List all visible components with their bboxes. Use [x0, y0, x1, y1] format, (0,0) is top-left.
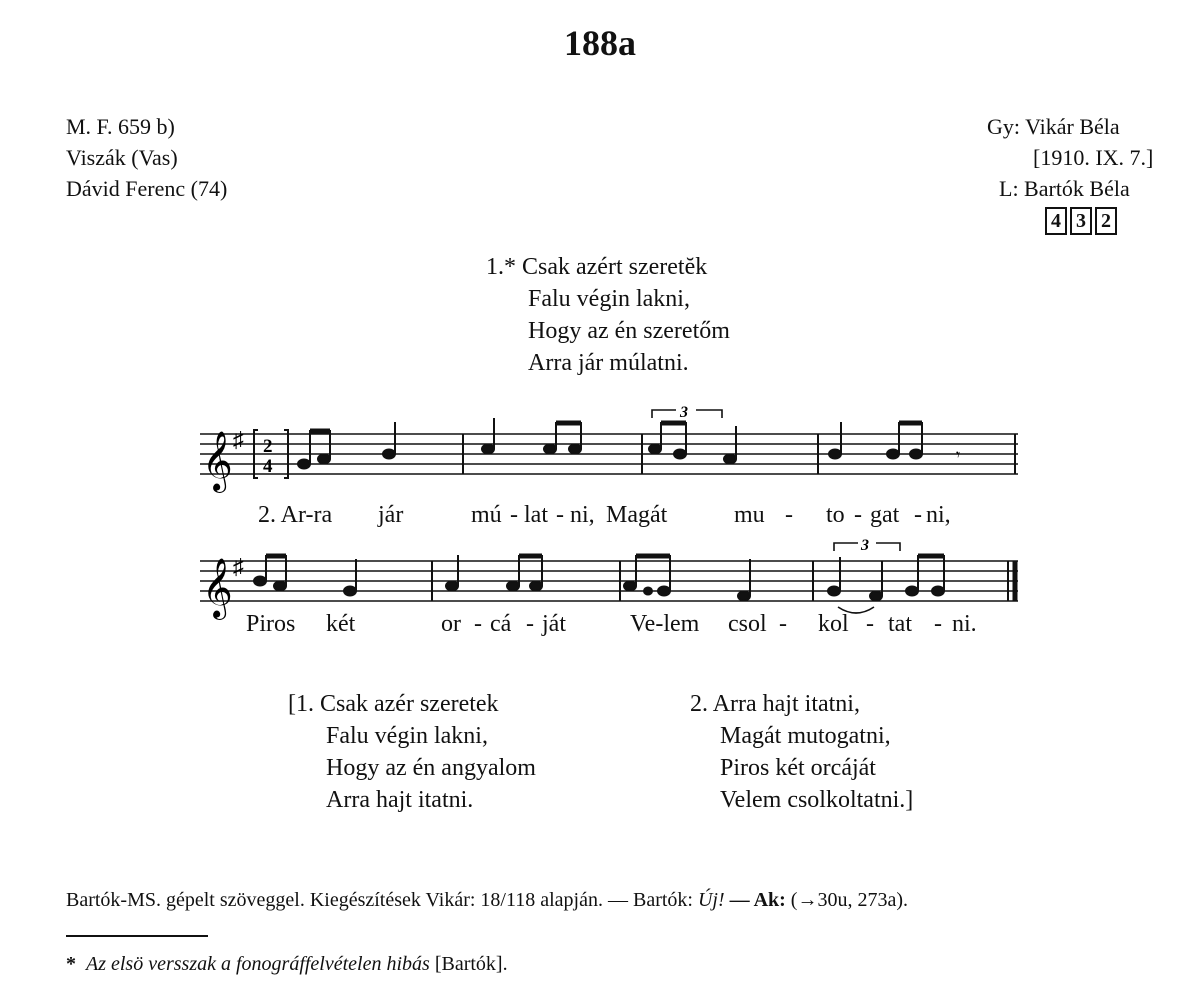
source-code: M. F. 659 b) — [66, 114, 175, 139]
lyric-syllable: ját — [542, 611, 566, 637]
note-part: Bartók-MS. gépelt szöveggel. Kiegészítések Vikár: 18/118 alapján. — Bartók: — [66, 889, 698, 911]
verse-line: Falu végin lakni, — [326, 723, 488, 749]
page-title: 188a — [564, 23, 636, 63]
lyric-syllable: csol — [728, 611, 767, 637]
verse-right — [690, 688, 913, 816]
transcriber: L: Bartók Béla — [999, 176, 1130, 201]
lyric-syllable: ni, — [926, 502, 951, 528]
stanza-number: 1.* — [486, 254, 516, 280]
lyric-syllable: cá — [490, 611, 512, 637]
lyric-syllable: Magát — [606, 502, 668, 528]
lyric-syllable: ni, — [570, 502, 595, 528]
lyric-syllable: - — [779, 611, 787, 637]
footnote-tail: [Bartók]. — [429, 953, 508, 975]
lyric-syllable: lat — [524, 502, 548, 528]
lyric-syllable: - — [556, 502, 564, 528]
source-note — [66, 889, 908, 912]
verse-line: Arra hajt itatni. — [326, 787, 474, 813]
collection-date: [1910. IX. 7.] — [1033, 145, 1154, 170]
time-sig-bottom: 4 — [263, 456, 273, 477]
verse-line: Piros két orcáját — [720, 755, 876, 781]
stanza-line: Csak azért szeretĕk — [522, 254, 708, 280]
lyric-syllable: - — [934, 611, 942, 637]
time-sig-top: 2 — [263, 436, 273, 457]
class-box-3: 2 — [1095, 207, 1117, 235]
stanza-1 — [486, 251, 730, 379]
triplet-label: 3 — [680, 404, 688, 421]
lyric-syllable: - — [914, 502, 922, 528]
treble-clef-icon: 𝄞 — [202, 433, 233, 490]
verse-line: Magát mutogatni, — [720, 723, 891, 749]
lyric-syllable: tat — [888, 611, 912, 637]
verse-number: [1. — [288, 691, 314, 717]
lyric-syllable: Ve-lem — [630, 611, 700, 637]
music-staff-1 — [200, 400, 1030, 510]
treble-clef-icon: 𝄞 — [202, 560, 233, 617]
triplet-label: 3 — [861, 537, 869, 554]
note-refs: (→30u, 273a). — [785, 889, 908, 911]
note-new: Új! — [697, 889, 725, 911]
class-box-2: 3 — [1070, 207, 1092, 235]
lyric-syllable: Piros — [246, 611, 296, 637]
class-box-1: 4 — [1045, 207, 1067, 235]
verse-line: Hogy az én angyalom — [326, 755, 536, 781]
source-singer: Dávid Ferenc (74) — [66, 176, 228, 201]
lyrics-line-2 — [200, 611, 1030, 643]
stanza-line: Arra jár múlatni. — [528, 350, 689, 376]
note-dash: — — [724, 889, 754, 911]
lyric-syllable: 2. Ar-ra — [258, 502, 333, 528]
footnote-text: Az elsö versszak a fonográffelvételen hibás — [86, 953, 430, 975]
lyric-syllable: kol — [818, 611, 849, 637]
lyric-syllable: mu — [734, 502, 765, 528]
footnote-mark: * — [66, 953, 76, 975]
source-info — [66, 111, 227, 204]
sharp-icon: ♯ — [233, 427, 244, 452]
lyric-syllable: - — [854, 502, 862, 528]
music-staff-2 — [200, 527, 1030, 622]
stanza-line: Falu végin lakni, — [528, 286, 690, 312]
stanza-line: Hogy az én szeretőm — [528, 318, 730, 344]
classification-boxes — [987, 204, 1153, 235]
lyric-syllable: to — [826, 502, 845, 528]
lyric-syllable: - — [474, 611, 482, 637]
collector-info — [987, 111, 1153, 235]
lyric-syllable: - — [866, 611, 874, 637]
lyric-syllable: - — [510, 502, 518, 528]
verse-left — [288, 688, 536, 816]
note-ak: Ak: — [753, 889, 786, 911]
lyric-syllable: or — [441, 611, 461, 637]
verse-number: 2. — [690, 691, 708, 717]
sharp-icon: ♯ — [233, 554, 244, 579]
verse-line: Csak azér szeretek — [320, 691, 499, 717]
lyric-syllable: jár — [378, 502, 404, 528]
collector: Gy: Vikár Béla — [987, 114, 1120, 139]
verse-line: Arra hajt itatni, — [712, 691, 860, 717]
lyric-syllable: - — [785, 502, 793, 528]
lyric-syllable: gat — [870, 502, 900, 528]
source-place: Viszák (Vas) — [66, 145, 178, 170]
rest-icon: 𝄾 — [956, 447, 961, 464]
footnote-divider — [66, 935, 208, 937]
verse-line: Velem csolkoltatni.] — [720, 787, 914, 813]
footnote — [66, 953, 508, 976]
lyric-syllable: - — [526, 611, 534, 637]
lyric-syllable: mú — [471, 502, 502, 528]
lyric-syllable: ni. — [952, 611, 977, 637]
lyric-syllable: két — [326, 611, 356, 637]
